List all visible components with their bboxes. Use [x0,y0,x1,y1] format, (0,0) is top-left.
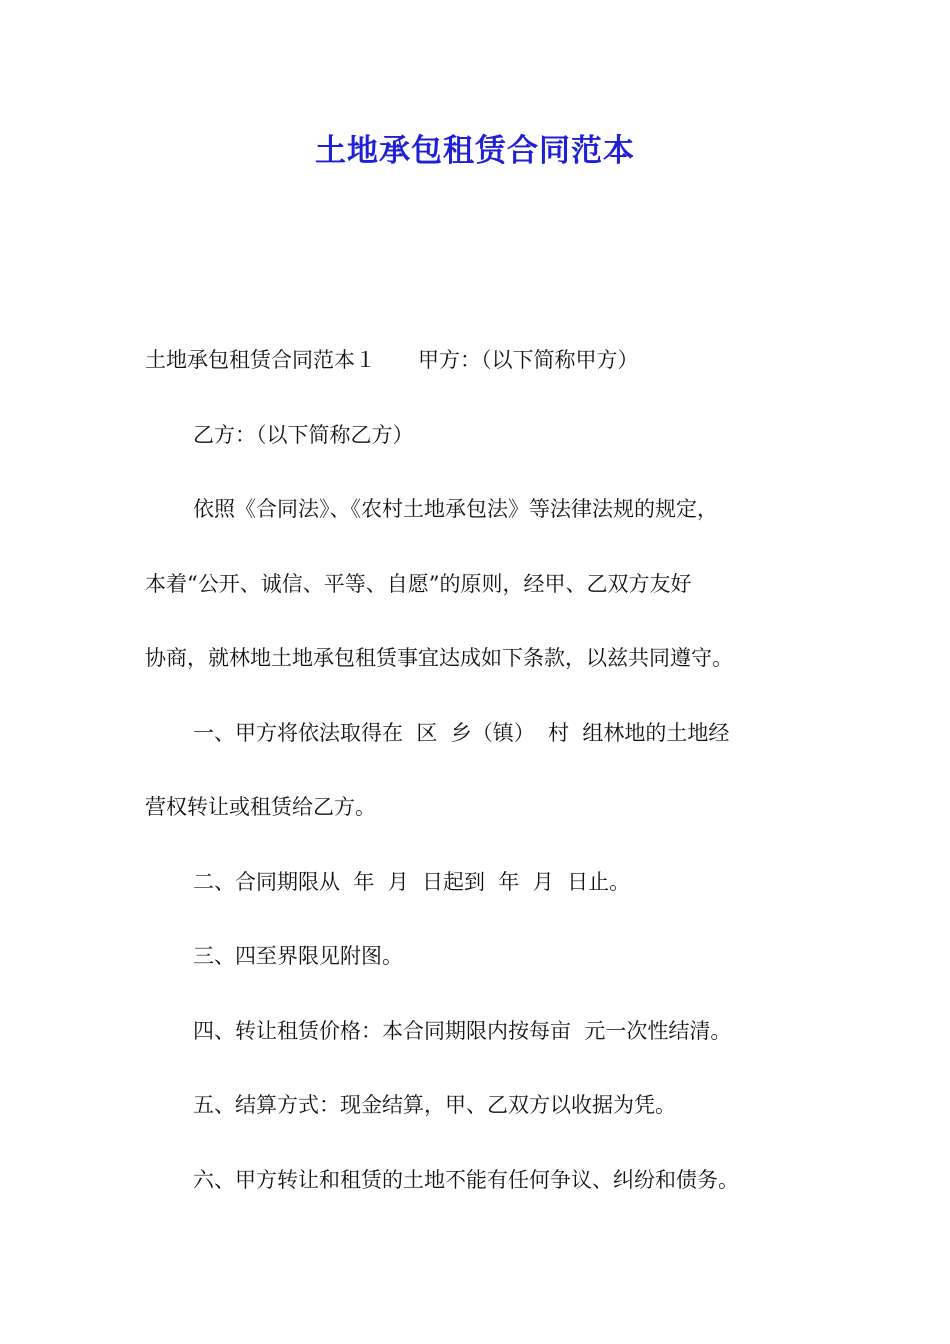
body-line: 土地承包租赁合同范本１ 甲方：（以下简称甲方） [145,348,639,372]
body-line: 营权转让或租赁给乙方。 [145,795,376,819]
document-title: 土地承包租赁合同范本 [315,133,635,169]
body-line: 四、转让租赁价格：本合同期限内按每亩 元一次性结清。 [193,1018,732,1043]
body-line: 乙方：（以下简称乙方） [193,422,414,447]
body-line: 协商，就林地土地承包租赁事宜达成如下条款，以兹共同遵守。 [145,646,733,670]
body-line: 六、甲方转让和租赁的土地不能有任何争议、纠纷和债务。 [193,1167,739,1192]
body-line: 二、合同期限从 年 月 日起到 年 月 日止。 [193,869,631,894]
body-line: 本着“公开、诚信、平等、自愿”的原则，经甲、乙双方友好 [145,571,692,596]
body-line: 一、甲方将依法取得在 区 乡（镇） 村 组林地的土地经 [193,720,730,745]
body-line: 三、四至界限见附图。 [193,944,403,968]
body-line: 五、结算方式：现金结算，甲、乙双方以收据为凭。 [193,1093,676,1117]
document-body [145,334,835,1228]
body-line: 依照《合同法》、《农村土地承包法》等法律法规的规定， [193,497,718,521]
